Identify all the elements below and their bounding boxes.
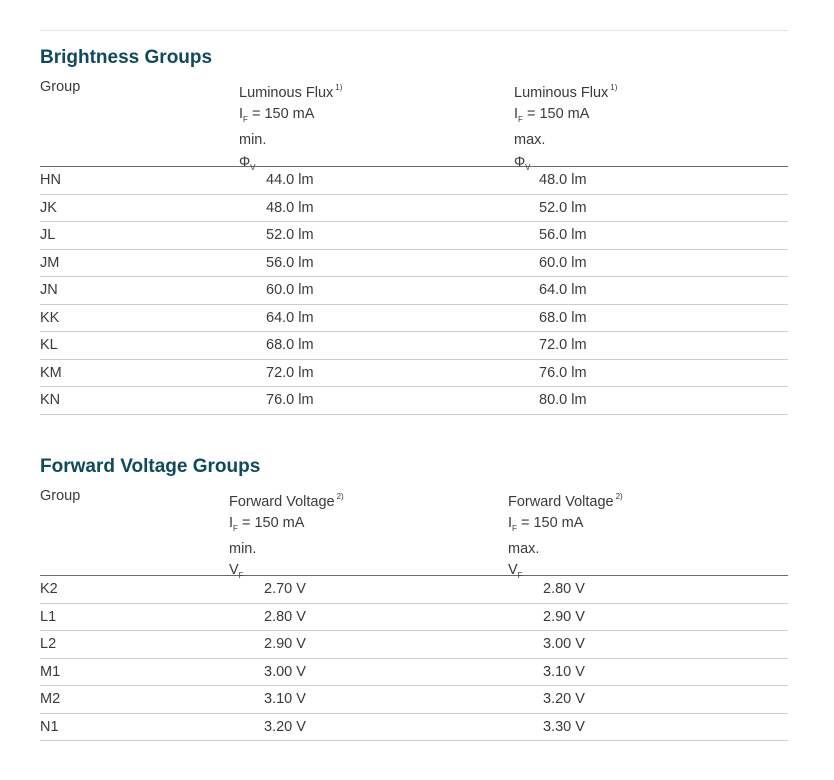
current-symbol: I <box>229 515 234 531</box>
min-value-cell: 52.0 lm <box>266 227 314 243</box>
group-cell: N1 <box>40 718 59 735</box>
table-row <box>40 686 788 714</box>
current-value: = 150 mA <box>522 106 590 122</box>
voltage-symbol: V <box>508 562 518 578</box>
voltage-subscript: F <box>517 571 523 580</box>
max-value-cell: 48.0 lm <box>539 172 587 188</box>
table-row <box>40 576 788 604</box>
group-cell: HN <box>40 172 61 188</box>
flux-subscript: V <box>250 163 256 172</box>
footnote-marker: 2) <box>336 492 344 501</box>
min-value-cell: 68.0 lm <box>266 337 314 353</box>
min-value-cell: 64.0 lm <box>266 309 314 326</box>
max-value-cell: 64.0 lm <box>539 282 587 298</box>
header-label: Luminous Flux <box>514 85 609 101</box>
table-row <box>40 277 788 305</box>
max-value-cell: 3.10 V <box>543 663 585 680</box>
header-label: Luminous Flux <box>239 85 334 101</box>
min-column-header <box>229 486 344 586</box>
group-cell: K2 <box>40 581 58 597</box>
max-value-cell: 52.0 lm <box>539 199 587 216</box>
max-value-cell: 2.90 V <box>543 608 585 625</box>
voltage-table-header <box>40 480 788 580</box>
max-value-cell: 3.20 V <box>543 691 585 707</box>
table-row <box>40 195 788 223</box>
current-value: = 150 mA <box>516 515 584 531</box>
current-value: = 150 mA <box>237 515 305 531</box>
max-value-cell: 2.80 V <box>543 581 585 597</box>
current-symbol: I <box>239 106 244 122</box>
current-symbol: I <box>514 106 519 122</box>
group-cell: M2 <box>40 691 61 707</box>
min-value-cell: 44.0 lm <box>266 172 314 188</box>
group-cell: JK <box>40 199 57 216</box>
bound-label: max. <box>514 132 546 148</box>
group-cell: KN <box>40 392 61 408</box>
table-row <box>40 167 788 195</box>
min-value-cell: 56.0 lm <box>266 254 314 271</box>
brightness-groups-title: Brightness Groups <box>40 47 213 68</box>
footnote-marker: 2) <box>615 492 623 501</box>
min-value-cell: 60.0 lm <box>266 282 314 298</box>
min-value-cell: 48.0 lm <box>266 199 314 216</box>
table-row <box>40 305 788 333</box>
bound-label: min. <box>239 132 267 148</box>
min-column-header <box>239 77 342 178</box>
group-column-header: Group <box>40 79 81 95</box>
bound-label: min. <box>229 541 257 557</box>
max-value-cell: 3.00 V <box>543 636 585 652</box>
max-value-cell: 76.0 lm <box>539 364 587 381</box>
current-subscript: F <box>233 524 238 533</box>
voltage-subscript: F <box>238 571 244 580</box>
brightness-table-body <box>40 167 788 415</box>
bound-label: max. <box>508 541 540 557</box>
brightness-groups-section <box>40 45 788 415</box>
group-cell: L2 <box>40 636 57 652</box>
table-row <box>40 659 788 687</box>
group-cell: KL <box>40 337 58 353</box>
current-symbol: I <box>508 515 513 531</box>
flux-symbol: Φ <box>239 153 251 169</box>
voltage-symbol: V <box>229 562 239 578</box>
group-cell: JN <box>40 282 58 298</box>
table-row <box>40 250 788 278</box>
forward-voltage-groups-section <box>40 454 788 741</box>
current-subscript: F <box>243 115 248 124</box>
footnote-marker: 1) <box>335 83 343 92</box>
voltage-table-body <box>40 576 788 741</box>
table-row <box>40 604 788 632</box>
group-column-header: Group <box>40 488 81 504</box>
current-value: = 150 mA <box>247 106 315 122</box>
min-value-cell: 3.20 V <box>264 718 306 735</box>
max-value-cell: 72.0 lm <box>539 337 587 353</box>
group-cell: KK <box>40 309 60 326</box>
brightness-table-header <box>40 71 788 172</box>
top-divider <box>40 30 788 31</box>
group-cell: JM <box>40 254 60 271</box>
max-value-cell: 80.0 lm <box>539 392 587 408</box>
max-value-cell: 68.0 lm <box>539 309 587 326</box>
group-cell: JL <box>40 227 56 243</box>
footnote-marker: 1) <box>610 83 618 92</box>
current-subscript: F <box>518 115 523 124</box>
max-column-header <box>514 77 617 178</box>
group-cell: KM <box>40 364 62 381</box>
table-row <box>40 387 788 415</box>
min-value-cell: 3.10 V <box>264 691 306 707</box>
group-cell: L1 <box>40 608 57 625</box>
max-value-cell: 3.30 V <box>543 718 585 735</box>
header-label: Forward Voltage <box>508 494 614 510</box>
min-value-cell: 3.00 V <box>264 663 306 680</box>
max-value-cell: 56.0 lm <box>539 227 587 243</box>
table-row <box>40 714 788 742</box>
table-row <box>40 332 788 360</box>
table-row <box>40 631 788 659</box>
flux-subscript: V <box>525 163 531 172</box>
min-value-cell: 2.70 V <box>264 581 306 597</box>
group-cell: M1 <box>40 663 61 680</box>
min-value-cell: 2.80 V <box>264 608 306 625</box>
table-row <box>40 360 788 388</box>
table-row <box>40 222 788 250</box>
min-value-cell: 72.0 lm <box>266 364 314 381</box>
flux-symbol: Φ <box>514 153 526 169</box>
min-value-cell: 2.90 V <box>264 636 306 652</box>
forward-voltage-groups-title: Forward Voltage Groups <box>40 456 261 477</box>
max-value-cell: 60.0 lm <box>539 254 587 271</box>
max-column-header <box>508 486 623 586</box>
header-label: Forward Voltage <box>229 494 335 510</box>
current-subscript: F <box>512 524 517 533</box>
min-value-cell: 76.0 lm <box>266 392 314 408</box>
